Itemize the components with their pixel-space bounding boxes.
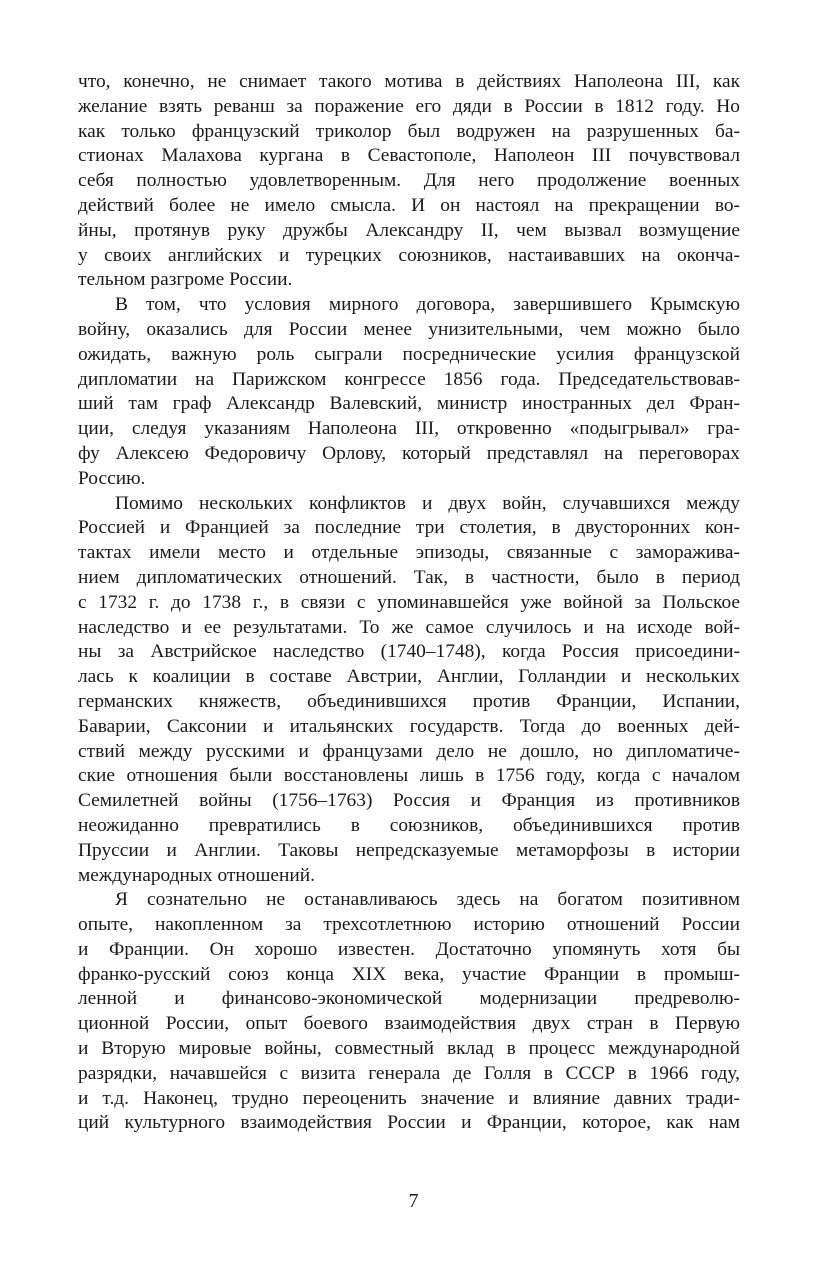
paragraph (78, 293, 740, 491)
text-line: лась к коалиции в составе Австрии, Англии, Голландии и нескольких (78, 666, 740, 688)
text-line: германских княжеств, объединившихся против Франции, Испании, (78, 690, 740, 712)
text-line: желание взять реванш за поражение его дяди в России в 1812 году. Но (78, 95, 740, 117)
paragraph (78, 492, 740, 889)
page-number: 7 (408, 1190, 419, 1212)
text-line: Семилетней войны (1756–1763) Россия и Франция из противников (78, 790, 740, 812)
text-line: Баварии, Саксонии и итальянских государств. Тогда до военных дей- (78, 715, 740, 737)
text-line: франко-русский союз конца XIX века, участие Франции в промыш- (78, 963, 740, 985)
text-line: что, конечно, не снимает такого мотива в действиях Наполеона III, как (78, 71, 740, 92)
text-line: себя полностью удовлетворенным. Для него продолжение военных (78, 170, 740, 192)
text-line: нием дипломатических отношений. Так, в частности, было в период (78, 566, 740, 588)
text-line: тельном разгроме России. (78, 269, 293, 291)
text-line: стионах Малахова кургана в Севастополе, Наполеон III почувствовал (78, 145, 740, 167)
text-line: фу Алексею Федоровичу Орлову, который представлял на переговорах (78, 442, 740, 464)
text-line: В том, что условия мирного договора, завершившего Крымскую (115, 294, 740, 316)
text-line: войну, оказались для России менее унизительными, чем можно было (78, 318, 740, 340)
text-line: Пруссии и Англии. Таковы непредсказуемые метаморфозы в истории (78, 839, 740, 861)
text-line: Помимо нескольких конфликтов и двух войн, случавшихся между (115, 492, 740, 514)
text-line: и Франции. Он хорошо известен. Достаточно упомянуть хотя бы (78, 938, 740, 960)
text-line: ции, следуя указаниям Наполеона III, откровенно «подыгрывал» гра- (78, 418, 740, 440)
text-line: неожиданно превратились в союзников, объединившихся против (78, 814, 740, 836)
text-line: ны за Австрийское наследство (1740–1748), когда Россия присоедини- (78, 641, 740, 663)
text-line: как только французский триколор был водружен на разрушенных ба- (78, 120, 740, 142)
paragraph (78, 70, 740, 293)
text-line: ций культурного взаимодействия России и Франции, которое, как нам (78, 1112, 740, 1134)
paragraph (78, 888, 740, 1136)
text-line: тактах имели место и отдельные эпизоды, связанные с заморажива- (78, 542, 740, 564)
text-line: международных отношений. (78, 864, 315, 886)
text-line: ший там граф Александр Валевский, министр иностранных дел Фран- (78, 393, 740, 415)
text-line: и Вторую мировые войны, совместный вклад в процесс международной (78, 1038, 740, 1060)
text-line: опыте, накопленном за трехсотлетнюю историю отношений России (78, 914, 740, 936)
text-line: Россию. (78, 467, 146, 489)
text-line: Россией и Францией за последние три столетия, в двусторонних кон- (78, 517, 740, 539)
text-line: ционной России, опыт боевого взаимодействия двух стран в Первую (78, 1013, 740, 1035)
text-line: с 1732 г. до 1738 г., в связи с упоминавшейся уже войной за Польское (78, 591, 740, 613)
text-line: наследство и ее результатами. То же самое случилось и на исходе вой- (78, 616, 740, 638)
page-body (78, 70, 740, 1136)
text-line: действий более не имело смысла. И он настоял на прекращении во- (78, 194, 740, 216)
text-line: ожидать, важную роль сыграли посреднические усилия французской (78, 343, 740, 365)
text-line: ленной и финансово-экономической модернизации предреволю- (78, 988, 740, 1010)
text-line: Я сознательно не останавливаюсь здесь на богатом позитивном (115, 889, 740, 911)
text-line: йны, протянув руку дружбы Александру II, чем вызвал возмущение (78, 219, 740, 241)
text-line: ствий между русскими и французами дело не дошло, но дипломатиче- (78, 740, 740, 762)
text-line: разрядки, начавшейся с визита генерала де Голля в СССР в 1966 году, (78, 1062, 740, 1084)
text-line: дипломатии на Парижском конгрессе 1856 года. Председательствовав- (78, 368, 740, 390)
text-line: ские отношения были восстановлены лишь в 1756 году, когда с началом (78, 765, 740, 787)
text-line: у своих английских и турецких союзников, настаивавших на оконча- (78, 244, 740, 266)
text-line: и т.д. Наконец, трудно переоценить значение и влияние давних тради- (78, 1087, 740, 1109)
